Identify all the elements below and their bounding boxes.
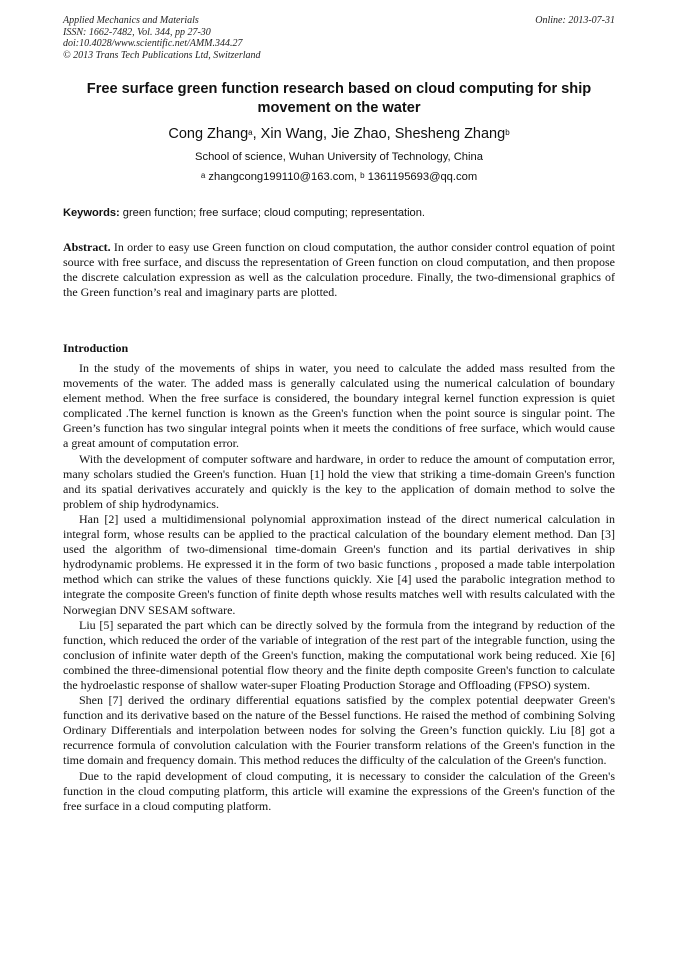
author-list xyxy=(54,125,624,143)
paper-title: Free surface green function research based on cloud computing for ship movement on the water xyxy=(86,81,592,116)
affiliation: School of science, Wuhan University of Technology, China xyxy=(195,151,483,163)
keywords-label: Keywords: xyxy=(63,207,120,219)
paragraph: Liu [5] separated the part which can be directly solved by the formula from the integrand by reduction of the function, which reduced the order of the variable of integration of the rest part of the integrable function, using the conclusion of infinite water depth of the Green's function, making the computational work being reduced. Xie [6] combined the three-dimensional potential flow theory and the finite depth composite Green's function to calculate the hydroelastic response of shallow water-super Floating Production Storage and Offloading (FPSO) system. xyxy=(63,617,615,692)
email-a: zhangcong199110@163.com, xyxy=(205,171,361,183)
doi-line: doi:10.4028/www.scientific.net/AMM.344.27 xyxy=(63,38,243,49)
copyright-line: © 2013 Trans Tech Publications Ltd, Switzerland xyxy=(63,49,261,61)
journal-header xyxy=(63,15,615,61)
author-superscript: b xyxy=(505,128,510,137)
author-superscript: a xyxy=(248,128,253,137)
abstract-text: In order to easy use Green function on cloud computation, the author consider control equation of point source with free surface, and discuss the representation of Green function on cloud computation, and then propose the discrete calculation expression as well as the calculation procedure. Finally, the two-dimensional graphics of the Green function’s real and imaginary parts are plotted. xyxy=(63,240,615,300)
journal-name: Applied Mechanics and Materials xyxy=(63,15,199,26)
paragraph: Han [2] used a multidimensional polynomial approximation instead of the direct numerical calculation in integral form, whose results can be applied to the practical calculation of the boundary element method. Dan [3] used the algorithm of two-dimensional time-domain Green's function and its partial derivatives in ship hydrodynamic problems. He expressed it in the form of two basic functions , proposed a made table interpolation method which can strike the values of these functions quickly. Xie [4] used the parabolic integration method to integrate the composite Green's function of finite depth whose results matches well with results calculated with the Norwegian DNV SESAM software. xyxy=(63,511,615,617)
paragraph: In the study of the movements of ships in water, you need to calculate the added mass resulted from the movements of the water. The added mass is generally calculated using the numerical calculation of boundary element method. When the free surface is considered, the boundary integral kernel function expression is quiet complicated .The kernel function is known as the Green's function when the point source is singular point. The Green’s function has two singular integral points when it meets the conditions of free surface, which would cause a great amount of computation error. xyxy=(63,361,615,451)
keywords xyxy=(63,206,615,220)
introduction-body xyxy=(63,361,615,814)
email-superscript: a xyxy=(200,171,206,180)
keywords-text: green function; free surface; cloud computing; representation. xyxy=(119,207,425,219)
paragraph: With the development of computer software and hardware, in order to reduce the amount of computation error, many scholars studied the Green's function. Huan [1] hold the view that striking a time-domain Green's function and its spatial derivatives accurately and quickly is the key to the application of domain method to solve the problem of ship hydrodynamics. xyxy=(63,451,615,511)
email-b: 1361195693@qq.com xyxy=(364,171,478,183)
abstract xyxy=(63,240,615,300)
paragraph: Due to the rapid development of cloud computing, it is necessary to consider the calculation of the Green's function in the cloud computing platform, this article will examine the expressions of the Green's function of the free surface in a cloud computing platform. xyxy=(63,768,615,813)
email-superscript: b xyxy=(360,171,365,180)
issn-line: ISSN: 1662-7482, Vol. 344, pp 27-30 xyxy=(63,26,211,38)
section-heading-introduction: Introduction xyxy=(63,341,129,355)
paragraph: Shen [7] derived the ordinary differential equations satisfied by the complex potential deepwater Green's function and its derivative based on the nature of the Bessel functions. He raised the method of combining Solving Ordinary Differentials and interpolation between nodes for solving the Green’s function quickly. Liu [8] got a recurrence formula of convolution calculation with the Fourier transform relations of the Green's function in the time domain and frequency domain. This method reduces the difficulty of the calculation of the Green's function. xyxy=(63,693,615,768)
author-names: , Xin Wang, Jie Zhao, Shesheng Zhang xyxy=(252,126,506,142)
abstract-label: Abstract. xyxy=(63,240,111,254)
online-date: Online: 2013-07-31 xyxy=(535,15,615,26)
author-emails xyxy=(54,170,624,184)
author-name: Cong Zhang xyxy=(168,126,249,142)
